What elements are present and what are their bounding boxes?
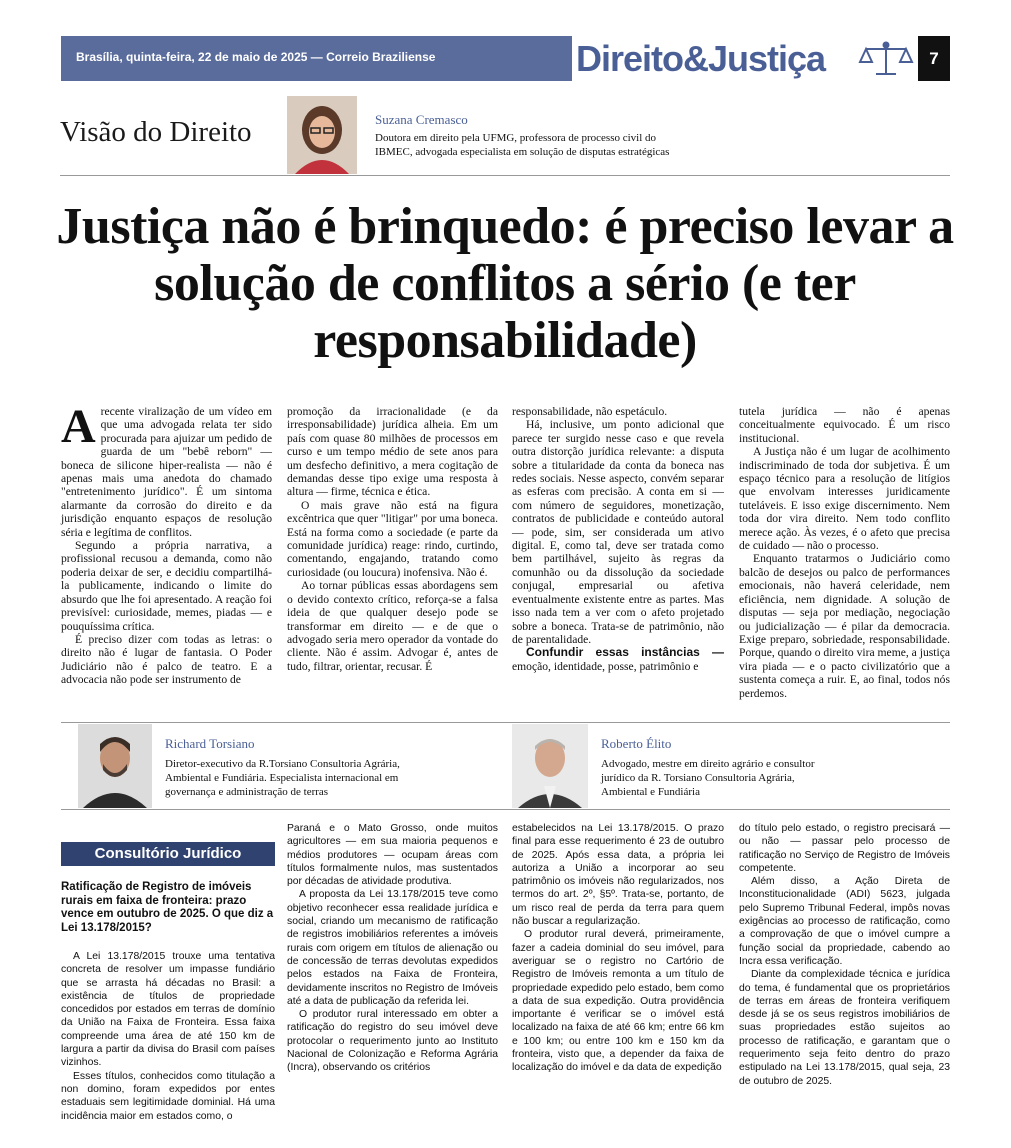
headline: Justiça não é brinquedo: é preciso levar a solução de conflitos a sério (e ter responsabilidade) [56,198,954,369]
paragraph: Ao tornar públicas essas abordagens sem o devido contexto crítico, reforça-se a falsa ideia de que qualquer desejo pode se transformar em direito — e de que o advogado seria mero operador da vontade do cliente. Não é assim. Advogar é, antes de tudo, filtrar, orientar, recusar. É [287,579,498,673]
paragraph: A Lei 13.178/2015 trouxe uma tentativa concreta de resolver um impasse fundiário que se arrasta há décadas no Brasil: a existência de títulos de propriedade concedidos por estados em terras de domínio da União na Faixa de Fronteira. Essa faixa compreende uma área de até 150 km de largura a partir da divisa do Brasil com países vizinhos. [61,951,275,1069]
divider [61,809,950,810]
article-column-4 [739,405,950,700]
author-name: Roberto Élito [601,736,672,751]
section-title: Direito&Justiça [576,38,826,79]
page-number: 7 [918,36,950,81]
scales-of-justice-icon [858,40,914,78]
author-bio: Diretor-executivo da R.Torsiano Consultoria Agrária, Ambiental e Fundiária. Especialista internacional em governança e administração de terras [165,758,400,798]
paragraph: O mais grave não está na figura excêntrica que quer "litigar" por uma boneca. Está na forma como a sociedade (e parte da comunidade jurídica) reage: rindo, curtindo, comentando, engajando, tratando como curiosidade (ou loucura) inofensiva. Não é. [287,498,498,579]
paragraph: estabelecidos na Lei 13.178/2015. O prazo final para esse requerimento é 23 de outubro de 2025. Após essa data, a própria lei autoriza a União a incorporar ao seu patrimônio os imóveis não regularizados, nos termos do art. 2º, §5º. Trata-se, portanto, de um risco real de perda da terra para quem não buscar a regularização. [512,823,724,928]
paragraph: É preciso dizer com todas as letras: o direito não é lugar de fantasia. O Poder Judiciário não é palco de teatro. E a advocacia não pode ser instrumento de [61,632,272,687]
paragraph: emoção, identidade, posse, patrimônio e [512,659,699,673]
author-photo [287,96,357,174]
paragraph: A proposta da Lei 13.178/2015 teve como objetivo reconhecer essa realidade jurídica e social, criando um mecanismo de ratificação de registros imobiliários referentes a imóveis rurais com origem em títulos de alienação ou de concessão de terras devolutas expedidos pelos estados na Faixa de Fronteira, devidamente inscritos no Registro de Imóveis até a data de publicação da referida lei. [287,889,498,1007]
consultorio-label: Consultório Jurídico [61,842,275,866]
paragraph: Enquanto tratarmos o Judiciário como balcão de desejos ou palco de performances emocionais, não haverá celeridade, nem eficiência, nem dignidade. A solução de disputas — seja por mediação, negociação ou judicialização — é pilar da democracia. Exige preparo, sobriedade, responsabilidade. Porque, quando o direito vira meme, a justiça vira piada — e o pacto civilizatório que a sustenta começa a ruir. E, ao final, todos nós perdemos. [739,552,950,700]
paragraph: A Justiça não é um lugar de acolhimento indiscriminado de toda dor subjetiva. É um espaço técnico para a resolução de litígios que envolvam interesses juridicamente tuteláveis. E isso exige discernimento. Nem toda dor vira direito. Nem todo conflito merece ação. Às vezes, é o afeto que precisa de cuidado — não o processo. [739,445,950,553]
consultorio-column-1 [61,950,275,1123]
divider [61,722,950,723]
column-title: Visão do Direito [60,116,252,148]
paragraph: Paraná e o Mato Grosso, onde muitos agricultores — em sua maioria pequenos e médios produtores — ocupam áreas com títulos formalmente nulos, mas sustentados por décadas de atividade produtiva. [287,823,498,888]
author-bio: Doutora em direito pela UFMG, professora de processo civil do IBMEC, advogada especialista em solução de disputas estratégicas [375,132,670,158]
paragraph: Além disso, a Ação Direta de Inconstitucionalidade (ADI) 5623, julgada pelo Supremo Tribunal Federal, impôs novas exigências ao processo de ratificação, como a comprovação de que o imóvel cumpre a função social da propriedade, cabendo ao Incra essa verificação. [739,876,950,967]
paragraph: tutela jurídica — não é apenas conceitualmente equivocado. É um risco institucional. [739,405,950,445]
paragraph: Diante da complexidade técnica e jurídica do tema, é fundamental que os proprietários de terras em áreas de fronteira verifiquem desde já se os seus registros imobiliários de suas propriedades estão sujeitos ao processo de ratificação, e garantam que o requerimento seja feito dentro do prazo estipulado na Lei 13.178/2015, qual seja, 23 de outubro de 2025. [739,969,950,1087]
article-column-3 [512,405,724,673]
author-name: Richard Torsiano [165,736,255,751]
paragraph: recente viralização de um vídeo em que uma advogada relata ter sido procurada para ajuizar um pedido de guarda de um "bebê reborn" — boneca de silicone hiper-realista — não é apenas mais uma anedota do chamado "entretenimento jurídico". É um sintoma alarmante da corrosão do direito e da jurisdição enquanto espaços de resolução séria e legítima de conflitos. [61,405,272,539]
paragraph: Esses títulos, conhecidos como titulação a non domino, foram expedidos por entes estaduais sem legitimidade dominial. Há uma incidência maior em estados como, o [61,1070,275,1122]
consultorio-question: Ratificação de Registro de imóveis rurais em faixa de fronteira: prazo vence em outubro de 2025. O que diz a Lei 13.178/2015? [61,881,274,934]
paragraph: responsabilidade, não espetáculo. [512,405,668,418]
author-photo-richard [78,724,152,808]
author-name: Suzana Cremasco [375,112,468,127]
paragraph: O produtor rural deverá, primeiramente, fazer a cadeia dominial do seu imóvel, para averiguar se o registro no Cartório de Registro de Imóveis remonta a um título de propriedade expedido pelo estado, bem como a data de sua expedição. Outra providência importante é verificar se o imóvel está localizado na faixa de até 66 km; entre 66 km e 100 km; ou entre 100 km e 150 km da fronteira, visto que, a depender da faixa de localização do imóvel e da data de expedição [512,929,724,1074]
divider [60,175,950,176]
author-bio: Advogado, mestre em direito agrário e consultor jurídico da R. Torsiano Consultoria Agrária, Ambiental e Fundiária [601,758,815,798]
consultorio-column-3 [512,822,724,1075]
subhead-lead: Confundir essas instâncias — [526,645,724,660]
paragraph: Segundo a própria narrativa, a profissional recusou a demanda, como não poderia deixar de ser, e decidiu compartilhá-la publicamente, indicando o limite do absurdo que lhe foi apresentado. A reação foi previsível: curiosidade, memes, piadas — e pouquíssima crítica. [61,539,272,633]
paragraph: promoção da irracionalidade (e da irresponsabilidade) jurídica alheia. Em um país com quase 80 milhões de processos em curso e um tempo médio de sete anos para um desfecho definitivo, a mera cogitação de demandas desse tipo exige uma resposta à altura — firme, técnica e ética. [287,405,498,499]
article-column-2 [287,405,498,673]
paragraph: O produtor rural interessado em obter a ratificação do registro do seu imóvel deve protocolar o requerimento junto ao Instituto Nacional de Colonização e Reforma Agrária (Incra), observando os critérios [287,1009,498,1074]
article-column-1 [61,400,272,687]
author-photo-roberto [512,724,588,808]
drop-cap: A [61,400,96,453]
consultorio-column-4 [739,822,950,1088]
paragraph: do título pelo estado, o registro precisará — ou não — passar pelo processo de ratificação no Serviço de Registro de Imóveis competente. [739,823,950,874]
dateline: Brasília, quinta-feira, 22 de maio de 2025 — Correio Braziliense [76,50,436,64]
paragraph: Há, inclusive, um ponto adicional que parece ter surgido nesse caso e que revela outra distorção jurídica relevante: a disputa sobre a titularidade da conta da boneca nas redes sociais. Nesse aspecto, convém separar as esferas com precisão. A conta em si — com número de seguidores, monetização, contratos de publicidade e conteúdo autoral — pode, sim, ser considerada um ativo digital. E, como tal, deve ser tratada como bem partilhável, sujeito às regras da comunhão ou da dissolução da sociedade conjugal, empresarial ou afetiva eventualmente existente entre as partes. Mas isso nada tem a ver com o afeto projetado sobre a boneca. Trata-se de patrimônio, não de parentalidade. [512,418,724,646]
consultorio-column-2 [287,822,498,1075]
